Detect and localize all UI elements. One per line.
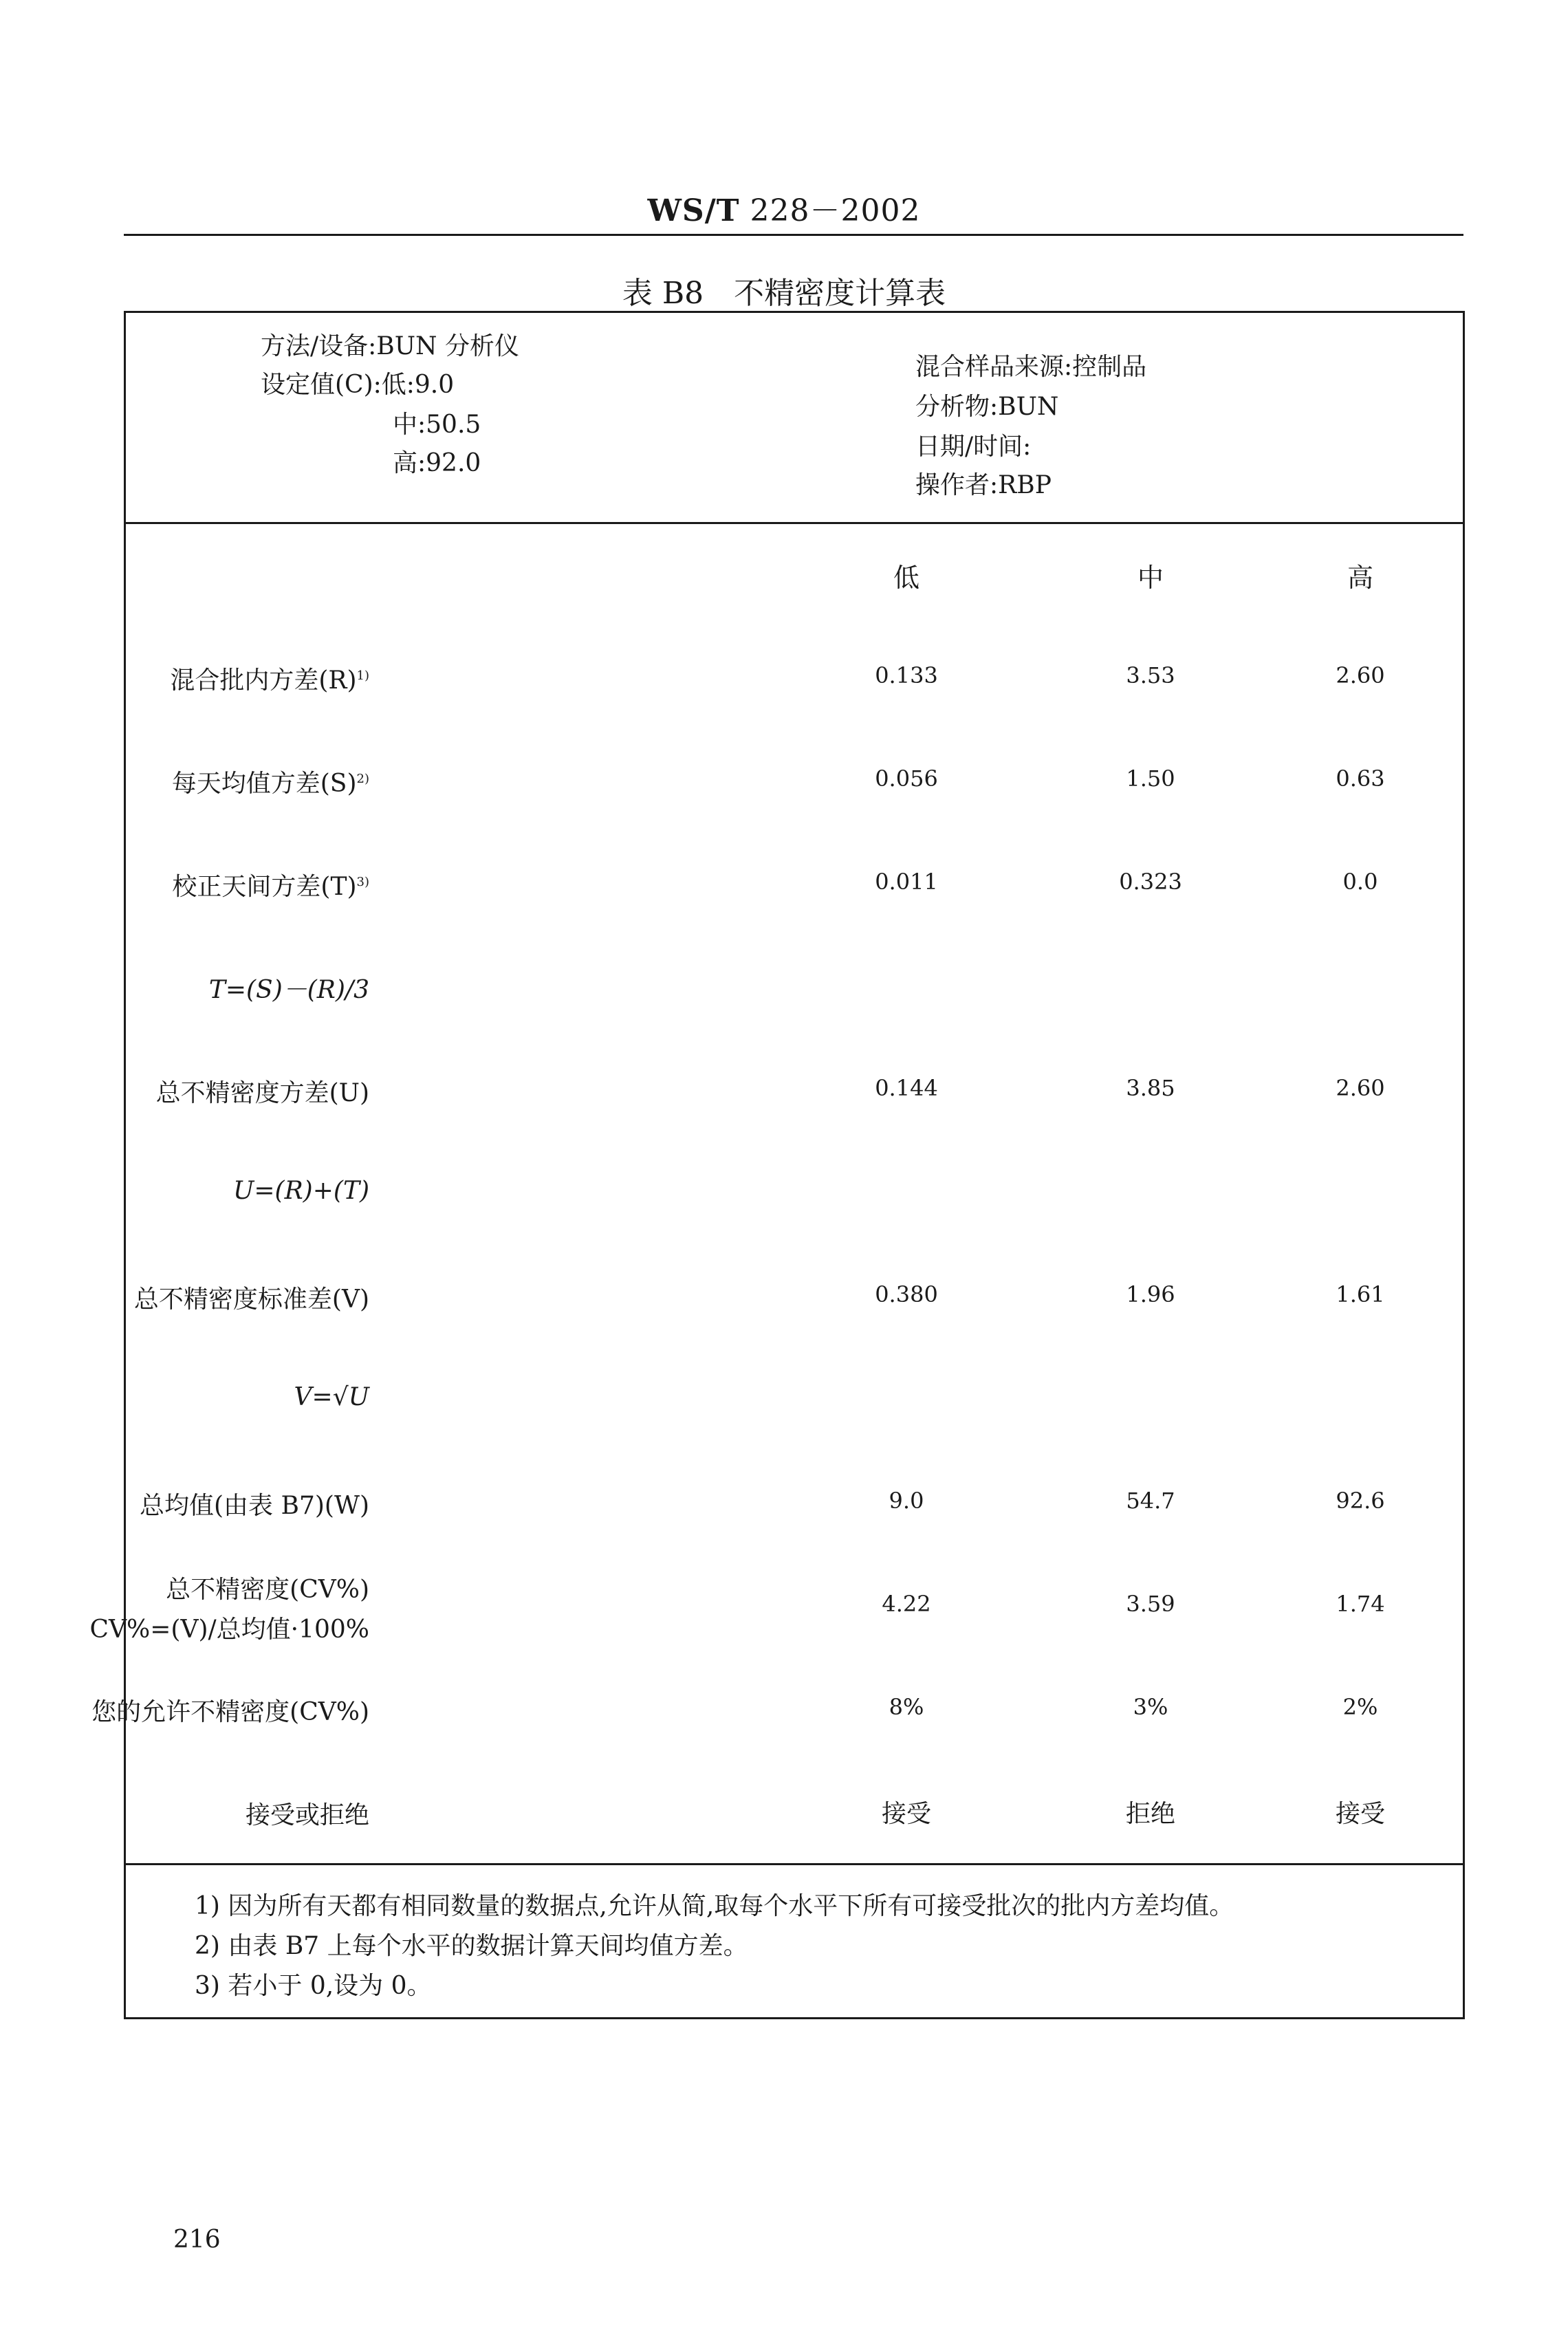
table-title: 表 B8 不精密度计算表 — [622, 276, 946, 311]
cell-mid: 54.7 — [1126, 1488, 1175, 1514]
row-label-cv-formula: CV%=(V)/总均值·100% — [89, 1616, 369, 1644]
cell-high: 0.63 — [1336, 765, 1385, 792]
cell-mid: 3% — [1133, 1694, 1168, 1720]
page-number: 216 — [173, 2226, 221, 2254]
row-label-within-run-variance: 混合批内方差$(R)^{1)}$ — [170, 666, 369, 695]
sample-source: 混合样品来源:控制品 — [915, 353, 1147, 381]
cell-low: 接受 — [881, 1800, 931, 1828]
row-label-total-sd: 总不精密度标准差(V) — [133, 1285, 369, 1314]
cell-mid: 3.59 — [1126, 1591, 1175, 1617]
setpoint-mid: 中:50.5 — [393, 411, 481, 439]
analyte: 分析物:BUN — [915, 393, 1059, 421]
row-label-total-variance: 总不精密度方差(U) — [155, 1079, 369, 1107]
row-label-total-cv: 总不精密度(CV%) — [166, 1576, 369, 1604]
row-label-grand-mean: 总均值(由表 B7)(W) — [140, 1492, 369, 1520]
cell-high: 接受 — [1335, 1800, 1385, 1828]
cell-low: 0.011 — [875, 869, 938, 895]
cell-high: 2% — [1342, 1694, 1378, 1720]
cell-low: 4.22 — [882, 1591, 931, 1617]
column-header-mid: 中 — [1137, 563, 1164, 593]
imprecision-table — [89, 311, 1465, 2019]
row-label-daily-mean-variance: 每天均值方差$(S)^{2)}$ — [171, 770, 369, 798]
formula-t: T=(S)－(R)/3 — [208, 976, 369, 1004]
cell-mid: 1.50 — [1126, 765, 1175, 792]
cell-low: 0.380 — [875, 1281, 938, 1307]
cell-mid: 1.96 — [1126, 1281, 1175, 1307]
cell-high: 1.61 — [1336, 1281, 1385, 1307]
date-time: 日期/时间: — [915, 433, 1032, 461]
info-divider — [126, 522, 1463, 524]
page-header — [0, 186, 1568, 230]
cell-high: 92.6 — [1336, 1488, 1385, 1514]
footnote-2: 2) 由表 B7 上每个水平的数据计算天间均值方差。 — [195, 1932, 748, 1960]
cell-low: 8% — [889, 1694, 924, 1720]
setpoint-label: 设定值(C):低:9.0 — [261, 371, 455, 399]
header-rule — [124, 234, 1463, 236]
row-label-allowable-cv: 您的允许不精密度(CV%) — [91, 1698, 369, 1726]
cell-low: 9.0 — [889, 1488, 924, 1514]
cell-mid: 拒绝 — [1125, 1800, 1175, 1828]
formula-v: V=√U — [294, 1383, 369, 1411]
row-label-accept-reject: 接受或拒绝 — [245, 1801, 369, 1829]
cell-mid: 3.53 — [1126, 662, 1175, 688]
cell-low: 0.144 — [875, 1075, 938, 1101]
method-label: 方法/设备:BUN 分析仪 — [261, 332, 519, 360]
operator: 操作者:RBP — [915, 471, 1052, 499]
cell-high: 1.74 — [1336, 1591, 1385, 1617]
column-header-low: 低 — [893, 563, 919, 593]
header-number: 228－2002 — [750, 193, 921, 228]
cell-high: 2.60 — [1336, 1075, 1385, 1101]
footnote-divider — [126, 1863, 1463, 1865]
setpoint-high: 高:92.0 — [393, 449, 481, 477]
cell-high: 2.60 — [1336, 662, 1385, 688]
row-label-between-day-variance: 校正天间方差$(T)^{3)}$ — [172, 873, 369, 901]
column-header-high: 高 — [1347, 563, 1373, 593]
cell-mid: 0.323 — [1119, 869, 1182, 895]
cell-low: 0.133 — [875, 662, 938, 688]
header-prefix: WS/T — [647, 193, 740, 228]
cell-low: 0.056 — [875, 765, 938, 792]
footnote-1: 1) 因为所有天都有相同数量的数据点,允许从简,取每个水平下所有可接受批次的批内方差均值。 — [195, 1892, 1234, 1920]
cell-mid: 3.85 — [1126, 1075, 1175, 1101]
footnote-3: 3) 若小于 0,设为 0。 — [195, 1972, 432, 2000]
cell-high: 0.0 — [1342, 869, 1378, 895]
formula-u: U=(R)+(T) — [233, 1177, 369, 1205]
